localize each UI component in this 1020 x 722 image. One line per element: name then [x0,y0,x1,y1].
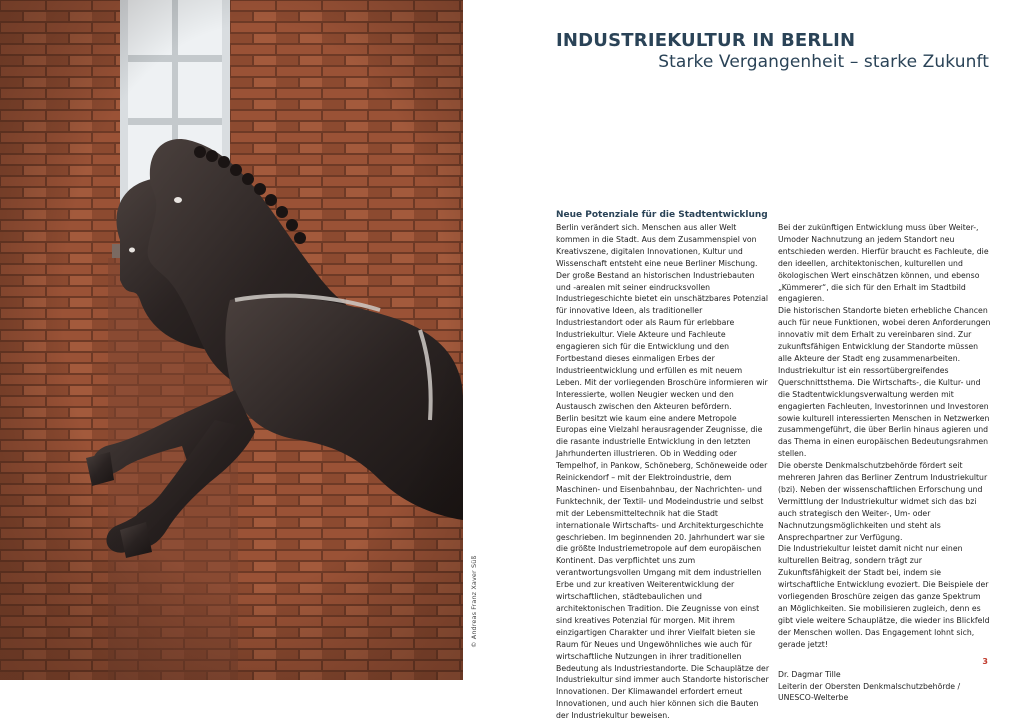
signature-name: Dr. Dagmar Tille [778,669,991,681]
paragraph: Berlin besitzt wie kaum eine andere Metropole Europas eine Vielzahl herausragender Zeugnisse, die die rasante industrielle Entwicklung in den letzten Jahrhunderten illustrieren. Ob in Wedding oder Tempelhof, in Pankow, Schöneberg, Schöneweide oder Reinickendorf – mit der Elektroindustrie, dem Maschinen- und Eisenbahnbau, der Nachrichten- und Funktechnik, der Textil- und Modeindustrie und selbst mit der Lebensmitteltechnik hat die Stadt internationale Wirtschafts- und Architekturgeschichte geschrieben. Im beginnenden 20. Jahrhundert war sie die größte Industriemetropole auf dem europäischen Kontinent. Das verpflichtet uns zum verantwortungsvollen Umgang mit dem industriellen Erbe und zur kreativen Weiterentwicklung der wirtschaftlichen, städtebaulichen und architektonischen Tradition. Die Zeugnisse von einst sind kreatives Potenzial für morgen. Mit ihrem einzigartigen Charakter und ihrer Vielfalt bieten sie Raum für Neues und Ungewöhnliches wie auch für wirtschaftliche Nutzungen in ihrer traditionellen Bedeutung als Industriestandorte. Die Schauplätze der Industriekultur sind immer auch Standorte historischer Innovationen. Der Klimawandel erfordert erneut Innovationen, und auch hier können sich die Bauten der Industriekultur beweisen. [556,413,769,722]
photo-credit: © Andreas Franz Xaver Süß [470,555,478,648]
paragraph: Die historischen Standorte bieten erhebliche Chancen auch für neue Funktionen, wobei deren Anforderungen innovativ mit dem Erhalt zu vereinbaren sind. Zur zukunftsfähigen Entwicklung der Standorte müssen alle Akteure der Stadt eng zusammenarbeiten. Industriekultur ist ein ressortübergreifendes Querschnittsthema. Die Wirtschafts-, die Kultur- und die Stadtentwicklungsverwaltung werden mit engagierten Fachleuten, Investorinnen und Investoren sowie kulturell interessierten Menschen in Netzwerken zusammengeführt, die über Berlin hinaus agieren und das Thema in einen europäischen Bedeutungsrahmen stellen. [778,305,991,460]
page-number: 3 [982,657,988,666]
paragraph: Die oberste Denkmalschutzbehörde fördert seit mehreren Jahren das Berliner Zentrum Industriekultur (bzi). Neben der wissenschaftlichen Erforschung und Vermittlung der Industriekultur widmet sich das bzi auch strategisch den Weiter-, Um- oder Nachnutzungsmöglichkeiten und steht als Ansprechpartner zur Verfügung. [778,460,991,543]
article-column-left [556,208,769,722]
page-subtitle: Starke Vergangenheit – starke Zukunft [658,52,989,72]
cover-photo [0,0,463,680]
horse-sculpture-image [0,0,463,680]
signature-role: Leiterin der Obersten Denkmalschutzbehörde / UNESCO-Welterbe [778,681,991,705]
paragraph: Bei der zukünftigen Entwicklung muss über Weiter-, Umoder Nachnutzung an jedem Standort neu entschieden werden. Hierfür braucht es Fachleute, die den ideellen, architektonischen, kulturellen und ökologischen Wert einschätzen können, und ebenso „Kümmerer“, die sich für den Erhalt im Stadtbild engagieren. [778,222,991,305]
article-column-right [778,222,991,704]
page-title: INDUSTRIEKULTUR IN BERLIN [556,30,855,51]
paragraph: Berlin verändert sich. Menschen aus aller Welt kommen in die Stadt. Aus dem Zusammenspiel von Kreativszene, digitalen Innovationen, Kultur und Wissenschaft entsteht eine neue Berliner Mischung. Der große Bestand an historischen Industriebauten und -arealen mit seiner eindrucksvollen Industriegeschichte bietet ein unschätzbares Potenzial für innovative Ideen, als traditioneller Industriestandort oder als Raum für erlebbare Industriekultur. Viele Akteure und Fachleute engagieren sich für die Entwicklung und den Fortbestand dieses einmaligen Erbes der Industrieentwicklung und erfüllen es mit neuem Leben. Mit der vorliegenden Broschüre informieren wir Interessierte, wollen Neugier wecken und den Austausch zwischen den Akteuren befördern. [556,222,769,413]
paragraph: Die Industriekultur leistet damit nicht nur einen kulturellen Beitrag, sondern trägt zur Zukunftsfähigkeit der Stadt bei, indem sie wirtschaftliche Entwicklung evoziert. Die Beispiele der vorliegenden Broschüre zeigen das ganze Spektrum an Möglichkeiten. Sie mobilisieren zugleich, denn es gibt viele weitere Schauplätze, die wieder ins Blickfeld der Menschen wollen. Das Engagement lohnt sich, gerade jetzt! [778,543,991,650]
section-heading: Neue Potenziale für die Stadtentwicklung [556,208,769,222]
